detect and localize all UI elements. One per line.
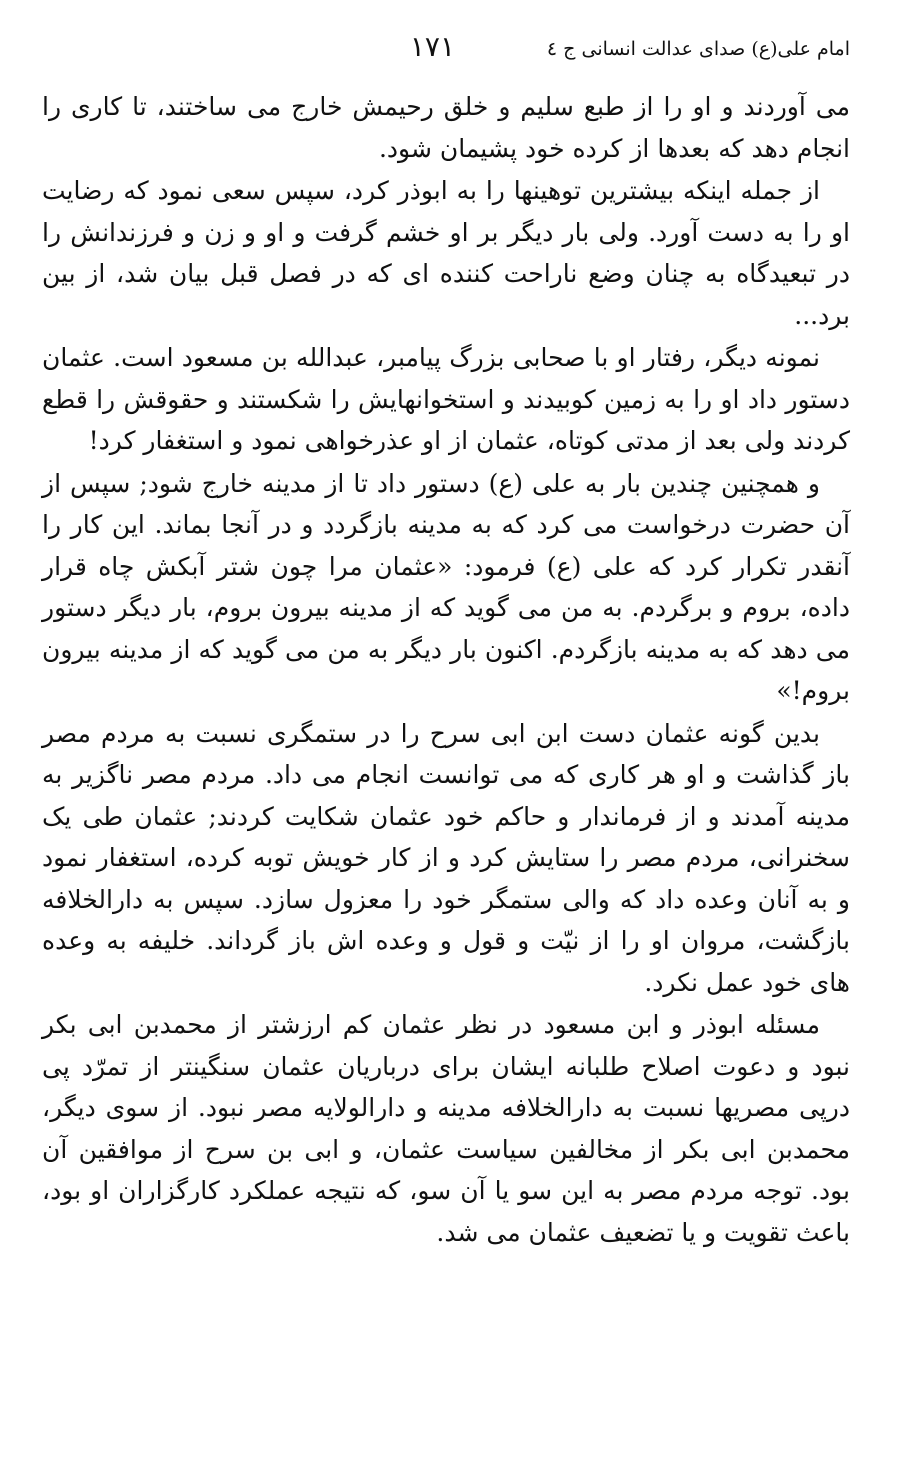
paragraph: و همچنین چندین بار به علی (ع) دستور داد تا از مدینه خارج شود; سپس از آن حضرت درخواست می کرد که به مدینه بازگردد و در آنجا بماند. این کار را آنقدر تکرار کرد که علی (ع) فرمود: «عثمان مرا چون شتر آبکش چاه قرار داده، بروم و برگردم. به من می گوید که از مدینه بیرون بروم، بار دیگر دستور می دهد که به مدینه بازگردم. اکنون بار دیگر به من می گوید که از مدینه بیرون بروم!» [42,468,850,705]
paragraph: مسئله ابوذر و ابن مسعود در نظر عثمان کم ارزشتر از محمدبن ابی بکر نبود و دعوت اصلاح طلبانه ایشان برای درباریان عثمان سنگینتر از تمرّد پی درپی مصریها نسبت به دارالخلافه مدینه و دارالولایه مصر نبود. از سوی دیگر، محمدبن ابی بکر از مخالفین سیاست عثمان، و ابی بن سرح از موافقین آن بود. توجه مردم مصر به این سو یا آن سو، که نتیجه عملکرد کارگزاران او بود، باعث تقویت و یا تضعیف عثمان می شد. [42,1010,850,1247]
paragraph: از جمله اینکه بیشترین توهینها را به ابوذر کرد، سپس سعی نمود که رضایت او را به دست آورد. ولی بار دیگر بر او خشم گرفت و او و زن و فرزندانش را در تبعیدگاه به چنان وضع ناراحت کننده ای که در فصل قبل بیان شد، از بین برد... [42,176,850,330]
running-header-title: امام علی(ع) صدای عدالت انسانی ج ٤ [546,38,850,60]
paragraph: می آوردند و او را از طبع سلیم و خلق رحیمش خارج می ساختند، تا کاری را انجام دهد که بعدها از کرده خود پشیمان شود. [42,92,850,163]
paragraph: نمونه دیگر، رفتار او با صحابی بزرگ پیامبر، عبدالله بن مسعود است. عثمان دستور داد او را به زمین کوبیدند و استخوانهایش را شکستند و حقوقش را قطع کردند ولی بعد از مدتی کوتاه، عثمان از او عذرخواهی نمود و استغفار کرد! [42,343,850,455]
page-number: ١٧١ [409,30,455,63]
paragraph: بدین گونه عثمان دست ابن ابی سرح را در ستمگری نسبت به مردم مصر باز گذاشت و او هر کاری که می توانست انجام می داد. مردم مصر ناگزیر به مدینه آمدند و از فرماندار و حاکم خود عثمان شکایت کردند; عثمان طی یک سخنرانی، مردم مصر را ستایش کرد و از کار خویش توبه کرده، استغفار نمود و به آنان وعده داد که والی ستمگر خود را معزول سازد. سپس به دارالخلافه بازگشت، مروان او را از نیّت و قول و وعده اش باز گرداند. خلیفه به وعده های خود عمل نکرد. [42,718,850,997]
page-body [42,86,850,1254]
page-header [40,30,850,80]
